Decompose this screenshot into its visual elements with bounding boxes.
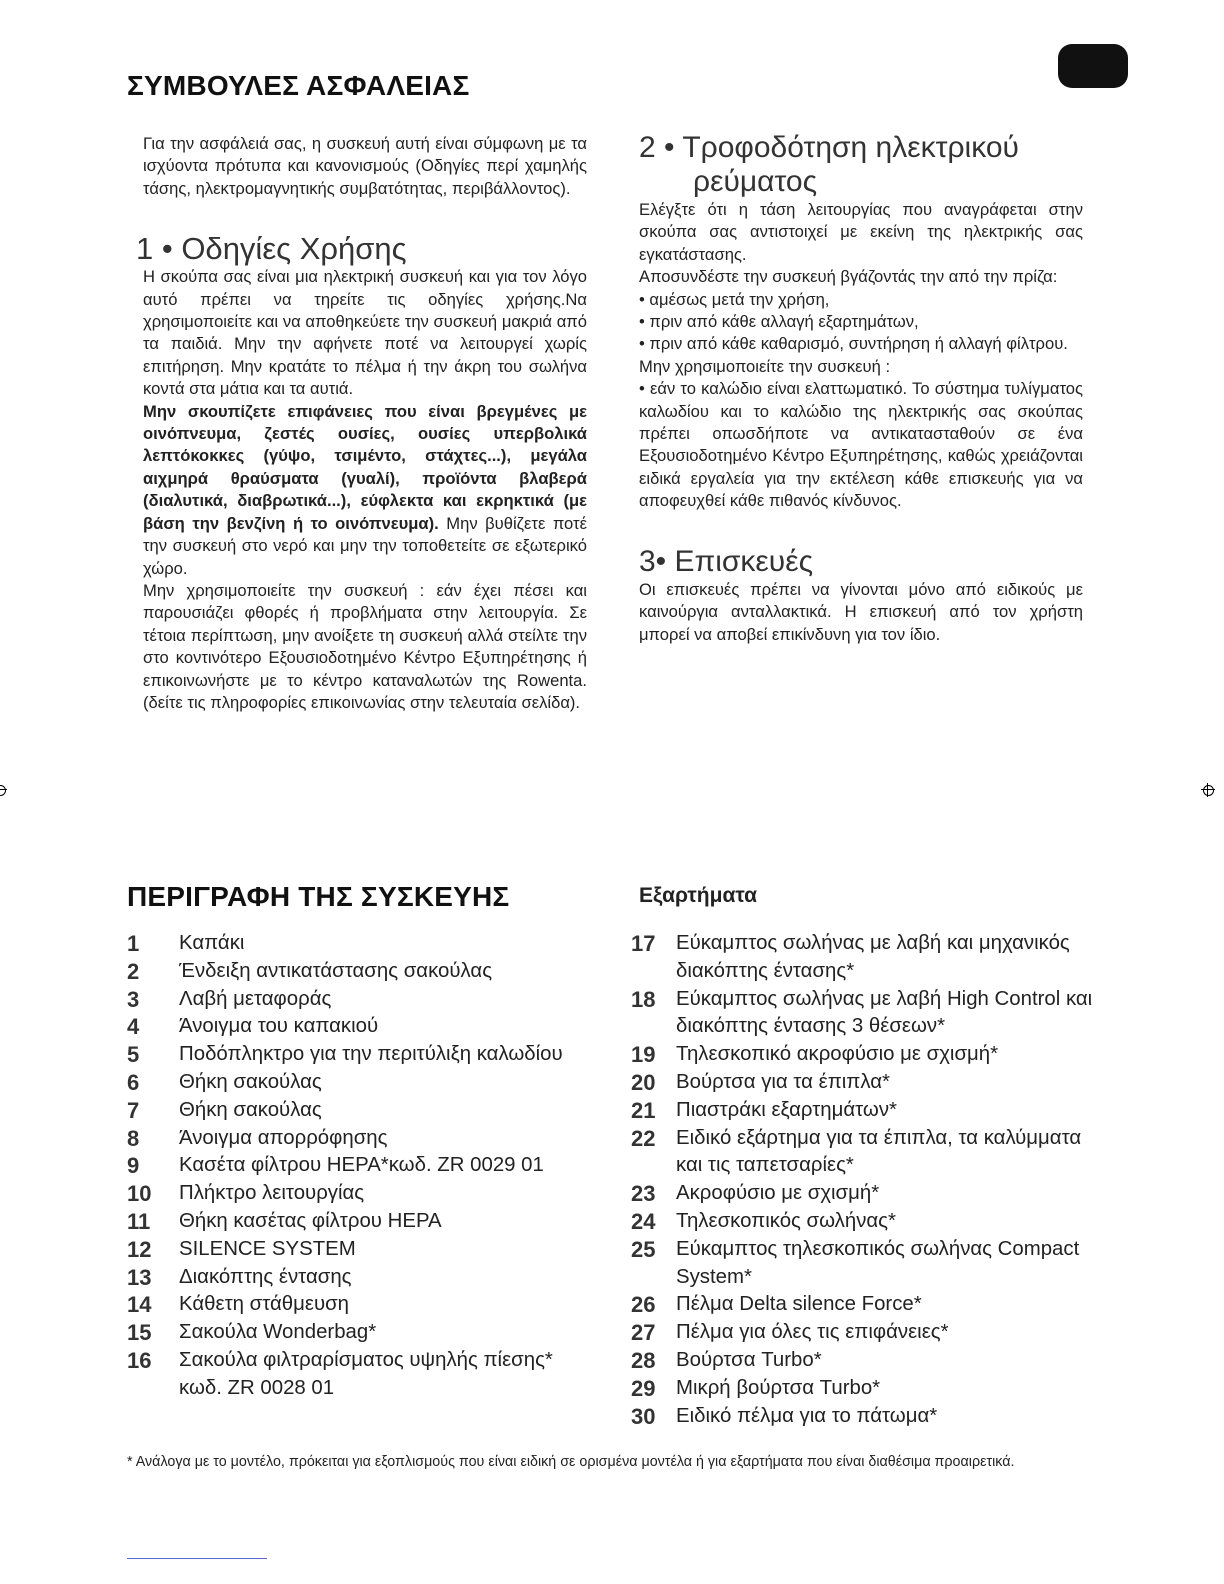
part-item: [127, 1069, 597, 1097]
part-label: Σακούλα Wonderbag*: [179, 1321, 377, 1344]
part-number: 3: [127, 986, 140, 1012]
part-item: [127, 1347, 597, 1403]
part-label: Βούρτσα για τα έπιπλα*: [676, 1070, 890, 1093]
power-paragraph-4: • εάν το καλώδιο είναι ελαττωματικό. Το σύστημα τυλίγματος καλωδίου και το καλώδιο της ηλεκτρικής σας σκούπας πρέπει οπωσδήποτε να αντικατασταθούν σε ένα Εξουσιοδοτημένο Κέντρο Εξυπηρέτησης, καθώς χρειάζονται ειδικά εργαλεία για την εκτέλεση κάθε επισκευής για να αποφευχθεί κάθε πιθανός κίνδυνος.: [639, 379, 1083, 511]
part-item: [631, 1375, 1101, 1403]
registration-mark-right-icon: [1201, 783, 1215, 797]
part-number: 12: [127, 1236, 152, 1262]
part-item: [127, 1319, 597, 1347]
part-label: Θήκη σακούλας: [179, 1070, 322, 1093]
part-label: Πλήκτρο λειτουργίας: [179, 1182, 365, 1205]
part-item: [127, 1097, 597, 1125]
power-supply-heading: [639, 131, 1083, 199]
power-paragraph-3: Μην χρησιμοποιείτε την συσκευή :: [639, 356, 891, 376]
part-item: [127, 986, 597, 1014]
usage-paragraph-3: Μην χρησιμοποιείτε την συσκευή : εάν έχει πέσει και παρουσιάζει φθορές ή προβλήματα στην λειτουργία. Σε τέτοια περίπτωση, μην ανοίξετε τη συσκευή αλλά στείλτε την στο κοντινότερο Εξουσιοδοτημένο Κέντρο Εξυπηρέτησης ή επικοινωνήστε με το κέντρο καταναλωτών της Rowenta.(δείτε τις πληροφορίες επικοινωνίας στην τελευταία σελίδα).: [143, 580, 587, 712]
footnote: * Ανάλογα με το μοντέλο, πρόκειται για εξοπλισμούς που είναι ειδική σε ορισμένα μοντέλα ή για εξαρτήματα που είναι διαθέσιμα προαιρετικά.: [127, 1454, 1015, 1470]
part-number: 28: [631, 1347, 656, 1373]
part-label: Μικρή βούρτσα Turbo*: [676, 1376, 881, 1399]
part-label: Τηλεσκοπικό ακροφύσιο με σχισμή*: [676, 1043, 999, 1066]
safety-title: ΣΥΜΒΟΥΛΕΣ ΑΣΦΑΛΕΙΑΣ: [127, 70, 470, 101]
part-number: 8: [127, 1125, 140, 1151]
part-label: Πέλμα για όλες τις επιφάνειες*: [676, 1321, 949, 1344]
part-item: [631, 1403, 1101, 1431]
part-number: 16: [127, 1347, 152, 1373]
part-label: Κασέτα φίλτρου HEPA*κωδ. ZR 0029 01: [179, 1154, 544, 1177]
part-item: [127, 1264, 597, 1292]
part-label: Τηλεσκοπικός σωλήνας*: [676, 1209, 896, 1232]
part-item: [127, 1125, 597, 1153]
part-number: 1: [127, 931, 140, 956]
part-label: Θήκη κασέτας φίλτρου HEPA: [179, 1209, 442, 1232]
part-item: [631, 1041, 1101, 1069]
part-label: Άνοιγμα απορρόφησης: [179, 1126, 388, 1149]
part-number: 26: [631, 1292, 656, 1318]
part-item: [631, 986, 1101, 1042]
part-item: [631, 1180, 1101, 1208]
part-number: 24: [631, 1208, 656, 1234]
part-item: [127, 1013, 597, 1041]
part-item: [127, 958, 597, 986]
parts-list-left: [127, 930, 597, 1403]
part-item: [631, 1236, 1101, 1292]
parts-list-right: [631, 930, 1101, 1430]
part-number: 23: [631, 1181, 656, 1207]
safety-left-column: [136, 133, 587, 714]
part-label: Πέλμα Delta silence Force*: [676, 1293, 922, 1316]
part-number: 7: [127, 1097, 140, 1123]
part-number: 14: [127, 1292, 152, 1318]
part-number: 9: [127, 1153, 140, 1179]
part-item: [127, 930, 597, 958]
usage-warning-rest: Μην βυθίζετε ποτέ την συσκευή στο νερό και μην την τοποθετείτε σε εξωτερικό χώρο.: [143, 513, 587, 578]
part-label: Λαβή μεταφοράς: [179, 987, 332, 1010]
part-number: 15: [127, 1320, 152, 1346]
part-item: [631, 1097, 1101, 1125]
part-number: 6: [127, 1069, 140, 1095]
part-number: 13: [127, 1264, 152, 1290]
power-paragraph-1: Ελέγξτε ότι η τάση λειτουργίας που αναγράφεται στην σκούπα σας αντιστοιχεί με εκείνη της ηλεκτρικής σας εγκατάστασης.: [639, 200, 1083, 264]
part-label: Θήκη σακούλας: [179, 1098, 322, 1121]
part-label: Εύκαμπτος τηλεσκοπικός σωλήνας Compact System*: [676, 1237, 1080, 1288]
part-item: [127, 1291, 597, 1319]
part-number: 17: [631, 931, 656, 956]
bottom-divider: [127, 1558, 267, 1559]
part-item: [631, 1069, 1101, 1097]
part-number: 10: [127, 1181, 152, 1207]
part-number: 11: [127, 1208, 151, 1234]
part-number: 30: [631, 1403, 656, 1429]
part-item: [631, 1125, 1101, 1181]
part-number: 5: [127, 1042, 140, 1068]
part-label: Πιαστράκι εξαρτημάτων*: [676, 1098, 897, 1121]
usage-paragraph-1: Η σκούπα σας είναι μια ηλεκτρική συσκευή και για τον λόγο αυτό πρέπει να τηρείτε τις οδηγίες χρήσης.Να χρησιμοποιείτε και να αποθηκεύετε την συσκευή μακριά από τα παιδιά. Μην την αφήνετε ποτέ να λειτουργεί χωρίς επιτήρηση. Μην κρατάτε το πέλμα ή την άκρη του σωλήνα κοντά στα μάτια και τα αυτιά.: [143, 267, 587, 399]
part-item: [127, 1236, 597, 1264]
description-title: ΠΕΡΙΓΡΑΦΗ ΤΗΣ ΣΥΣΚΕΥΗΣ: [127, 881, 510, 912]
accessories-title: Εξαρτήματα: [639, 884, 758, 907]
power-bullet-2: • πριν από κάθε αλλαγή εξαρτημάτων,: [639, 312, 919, 332]
part-number: 4: [127, 1014, 140, 1040]
part-number: 25: [631, 1236, 656, 1262]
safety-right-column: [639, 133, 1083, 646]
power-bullet-3: • πριν από κάθε καθαρισμό, συντήρηση ή αλλαγή φίλτρου.: [639, 334, 1068, 354]
part-number: 18: [631, 986, 656, 1012]
usage-warning-bold: Μην σκουπίζετε επιφάνειες που είναι βρεγμένες με οινόπνευμα, ζεστές ουσίες, ουσίες υπερβολικά λεπτόκοκκες (γύψο, τσιμέντο, στάχτες...), μεγάλα αιχμηρά θραύσματα (γυαλί), προϊόντα βλαβερά (διαλυτικά, διαβρωτικά...), εύφλεκτα και εκρηκτικά (με βάση την βενζίνη ή το οινόπνευμα).: [143, 401, 587, 533]
part-item: [631, 1347, 1101, 1375]
usage-paragraph-2: [143, 401, 587, 580]
part-number: 22: [631, 1125, 656, 1151]
part-item: [631, 1319, 1101, 1347]
part-label: Εύκαμπτος σωλήνας με λαβή και μηχανικός διακόπτης έντασης*: [676, 932, 1070, 982]
registration-mark-left-icon: [0, 783, 7, 797]
part-label: SILENCE SYSTEM: [179, 1237, 356, 1260]
part-label: Άνοιγμα του καπακιού: [179, 1015, 379, 1038]
power-bullet-1: • αμέσως μετά την χρήση,: [639, 289, 830, 309]
part-item: [127, 1208, 597, 1236]
safety-intro: Για την ασφάλειά σας, η συσκευή αυτή είναι σύμφωνη με τα ισχύοντα πρότυπα και κανονισμούς (Οδηγίες περί χαμηλής τάσης, ηλεκτρομαγνητικής συμβατότητας, περιβάλλοντος).: [143, 134, 587, 198]
part-item: [631, 1291, 1101, 1319]
part-number: 20: [631, 1069, 656, 1095]
repairs-heading: 3• Επισκευές: [639, 544, 814, 578]
part-label: Ακροφύσιο με σχισμή*: [676, 1182, 880, 1205]
page-tab-marker: [1058, 44, 1128, 88]
part-number: 21: [631, 1097, 656, 1123]
part-label: Ένδειξη αντικατάστασης σακούλας: [179, 959, 493, 982]
part-number: 27: [631, 1320, 656, 1346]
part-label: Καπάκι: [179, 932, 245, 954]
part-label: Κάθετη στάθμευση: [179, 1293, 350, 1316]
part-item: [127, 1180, 597, 1208]
part-label: Σακούλα φιλτραρίσματος υψηλής πίεσης* κωδ. ZR 0028 01: [179, 1348, 553, 1399]
part-label: Βούρτσα Turbo*: [676, 1348, 822, 1371]
part-number: 29: [631, 1375, 656, 1401]
power-supply-heading-line2: ρεύματος: [693, 165, 818, 198]
part-item: [631, 1208, 1101, 1236]
part-item: [631, 930, 1101, 986]
part-item: [127, 1152, 597, 1180]
part-label: Ειδικό εξάρτημα για τα έπιπλα, τα καλύμματα και τις ταπετσαρίες*: [676, 1126, 1082, 1177]
part-item: [127, 1041, 597, 1069]
power-paragraph-2: Αποσυνδέστε την συσκευή βγάζοντάς την από την πρίζα:: [639, 267, 1058, 287]
part-label: Διακόπτης έντασης: [179, 1265, 352, 1288]
part-label: Εύκαμπτος σωλήνας με λαβή High Control και διακόπτης έντασης 3 θέσεων*: [676, 987, 1093, 1038]
part-number: 19: [631, 1042, 656, 1068]
repairs-paragraph: Οι επισκευές πρέπει να γίνονται μόνο από ειδικούς με καινούργια ανταλλακτικά. Η επισκευή από τον χρήστη μπορεί να αποβεί επικίνδυνη για τον ίδιο.: [639, 579, 1083, 644]
part-number: 2: [127, 958, 140, 984]
part-label: Ειδικό πέλμα για το πάτωμα*: [676, 1404, 938, 1427]
power-supply-heading-line1: 2 • Τροφοδότηση ηλεκτρικού: [639, 131, 1019, 164]
part-label: Ποδόπληκτρο για την περιτύλιξη καλωδίου: [179, 1043, 563, 1066]
usage-instructions-heading: 1 • Οδηγίες Χρήσης: [136, 231, 407, 267]
